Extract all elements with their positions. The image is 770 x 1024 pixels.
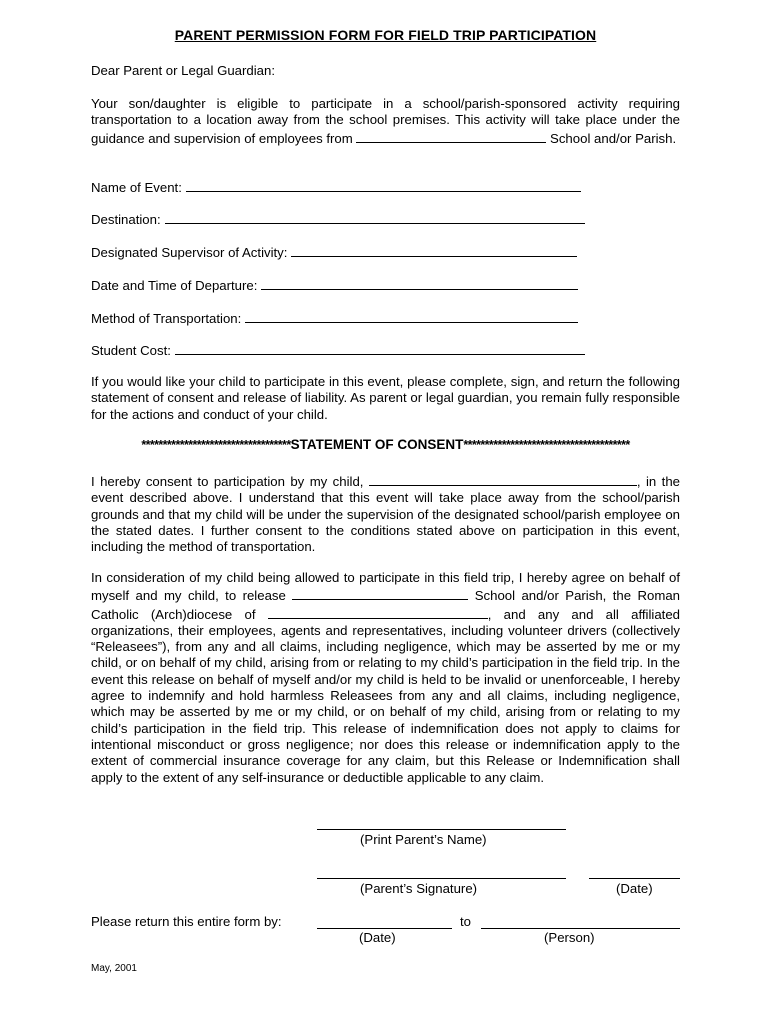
return-label: Please return this entire form by: bbox=[91, 914, 282, 929]
diocese-blank[interactable] bbox=[268, 605, 488, 619]
destination-field bbox=[91, 210, 585, 228]
instructions-paragraph: If you would like your child to participate in this event, please complete, sign, and return the following statement of consent and release of liability. As parent or legal guardian, you remain fully responsible for the actions and conduct of your child. bbox=[91, 374, 680, 422]
consent-text-1: I hereby consent to participation by my child, bbox=[91, 474, 364, 489]
event-blank[interactable] bbox=[186, 178, 581, 192]
return-date-caption: (Date) bbox=[359, 930, 396, 945]
release-school-blank[interactable] bbox=[292, 586, 468, 600]
print-name-line[interactable] bbox=[317, 829, 566, 830]
child-name-blank[interactable] bbox=[369, 472, 637, 486]
signature-line[interactable] bbox=[317, 878, 566, 879]
return-date-line[interactable] bbox=[317, 928, 452, 929]
transportation-field bbox=[91, 309, 578, 327]
departure-blank[interactable] bbox=[261, 276, 578, 290]
consent-text-2: , in the event described above. I understand that this event will take place away from the school/parish grounds and that my child will be under the supervision of the designated school/parish employee on the stated dates. I further consent to the conditions stated above on participation in this event, including the method of transportation. bbox=[91, 474, 680, 555]
destination-label: Destination: bbox=[91, 212, 161, 227]
consent-stars-right: *************************************** bbox=[463, 438, 630, 452]
cost-blank[interactable] bbox=[175, 341, 585, 355]
intro-paragraph bbox=[91, 96, 680, 147]
destination-blank[interactable] bbox=[165, 210, 585, 224]
event-field bbox=[91, 178, 581, 196]
return-to-text: to bbox=[460, 914, 471, 929]
consent-heading bbox=[91, 437, 680, 452]
transportation-blank[interactable] bbox=[245, 309, 578, 323]
salutation: Dear Parent or Legal Guardian: bbox=[91, 63, 276, 78]
event-label: Name of Event: bbox=[91, 180, 182, 195]
departure-field bbox=[91, 276, 578, 294]
release-text-3: , and any and all affiliated organizations, their employees, agents and representatives, including volunteer drivers (collectively “Releasees”), from any and all claims, including negligence, which may be asserted by me or my child, or on behalf of my child, arising from or relating to my child’s participation in the field trip. In the event this release on behalf of myself and/or my child is held to be invalid or unenforceable, I hereby agree to indemnify and hold harmless Releasees from any and all claims, including negligence, which may be asserted by me or my child, or on behalf of my child, arising from or relating to my child’s participation in the field trip. This release of indemnification does not apply to claims for intentional misconduct or gross negligence; nor does this release or indemnification apply to the extent of commercial insurance coverage for any claim, but this Release or Indemnification shall apply to the extent of any self-insurance or deductible applicable to any claim. bbox=[91, 606, 680, 785]
cost-label: Student Cost: bbox=[91, 343, 171, 358]
footer-date: May, 2001 bbox=[91, 963, 137, 974]
release-text-2: School and/or Parish, the Roman Catholic (Arch)diocese of bbox=[91, 588, 681, 622]
return-person-line[interactable] bbox=[481, 928, 680, 929]
supervisor-label: Designated Supervisor of Activity: bbox=[91, 245, 288, 260]
form-title: PARENT PERMISSION FORM FOR FIELD TRIP PARTICIPATION bbox=[174, 27, 597, 43]
signature-caption: (Parent’s Signature) bbox=[360, 881, 478, 896]
consent-stars-left: *********************************** bbox=[141, 438, 291, 452]
print-name-caption: (Print Parent’s Name) bbox=[360, 832, 487, 847]
return-person-caption: (Person) bbox=[544, 930, 595, 945]
signature-date-line[interactable] bbox=[589, 878, 680, 879]
signature-date-caption: (Date) bbox=[616, 881, 653, 896]
intro-text-2: School and/or Parish. bbox=[550, 130, 677, 146]
release-text-1: In consideration of my child being allowed to participate in this field trip, I hereby agree on behalf of myself and my child, to release bbox=[91, 570, 680, 604]
consent-paragraph bbox=[91, 472, 680, 555]
intro-text-1: Your son/daughter is eligible to participate in a school/parish-sponsored activity requiring transportation to a location away from the school premises. This activity will take place under the guidance and supervision of employees from bbox=[91, 96, 680, 146]
school-name-blank[interactable] bbox=[356, 129, 546, 143]
transportation-label: Method of Transportation: bbox=[91, 311, 242, 326]
supervisor-blank[interactable] bbox=[291, 243, 577, 257]
supervisor-field bbox=[91, 243, 577, 261]
consent-heading-text: STATEMENT OF CONSENT bbox=[290, 437, 464, 452]
departure-label: Date and Time of Departure: bbox=[91, 278, 258, 293]
cost-field bbox=[91, 341, 585, 359]
release-paragraph bbox=[91, 570, 680, 786]
